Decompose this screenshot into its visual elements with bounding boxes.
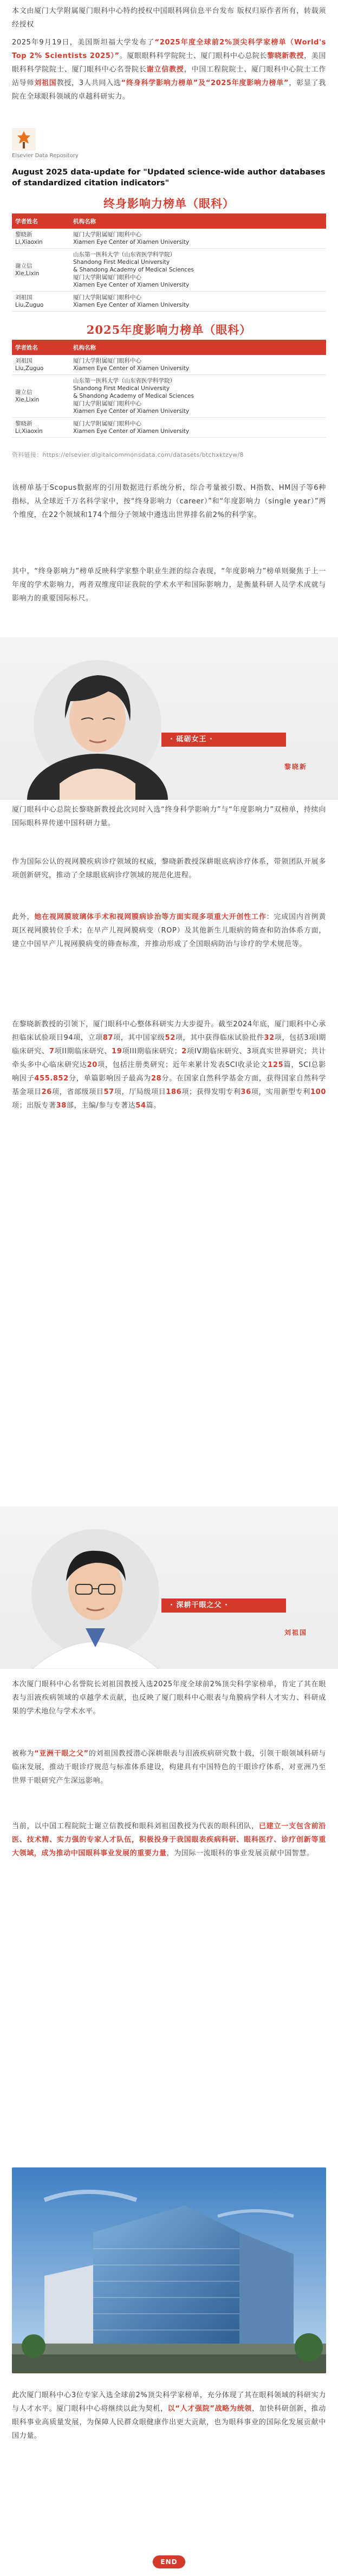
table-row xyxy=(12,292,326,312)
table-row xyxy=(12,229,326,249)
table-row xyxy=(12,418,326,438)
elsevier-caption: Elsevier Data Repository xyxy=(12,153,79,159)
source-link[interactable]: 资料链接：https://elsevier.digitalcommonsdata.com/datasets/btchxktzyw/8 xyxy=(12,451,244,458)
dataset-update-title: August 2025 data-update for "Updated science-wide author databases of standardized citation indicators" xyxy=(12,168,326,187)
scholar-name: 刘祖国 Liu,Zuguo xyxy=(12,292,70,312)
table-row xyxy=(12,375,326,418)
annual-table-title: 2025年度影响力榜单（眼科） xyxy=(86,323,252,336)
institution-name: 厦门大学附属厦门眼科中心 Xiamen Eye Center of Xiamen University xyxy=(70,355,326,375)
profile1-paragraph-3: 此外，她在视网膜玻璃体手术和视网膜病诊治等方面实现多项重大开创性工作：完成国内首例黄斑区视网膜转位手术；在早产儿视网膜病变（ROP）及其他新生儿眼病的筛查和防治体系方面，建立中国早产儿视网膜病变的筛查标准，并推动形成了全国眼病防治与诊疗的学术规范等。 xyxy=(12,913,326,948)
scholar-name: 刘祖国 Liu,Zuguo xyxy=(12,355,70,375)
institution-name: 厦门大学附属厦门眼科中心 Xiamen Eye Center of Xiamen University xyxy=(70,292,326,312)
intro-paragraph: 2025年9月19日，美国斯坦福大学发布了“2025年度全球前2%顶尖科学家榜单（World's Top 2% Scientists 2025）”。厦眼眼科科学院院士、厦门眼科中心总院长黎晓新教授，美国眼科科学院院士、厦门眼科中心名誉院长谢立信教授，中国工程院院士、厦门眼科中心院士工作站导师刘祖国教授，3人共同入选“终身科学影响力榜单”及“2025年度影响力榜单”，彰显了我院在全球眼科领域的卓越科研实力。 xyxy=(12,38,326,101)
institution-name: 厦门大学附属厦门眼科中心 Xiamen Eye Center of Xiamen University xyxy=(70,229,326,249)
profile1-paragraph-4: 在黎晓新教授的引领下，厦门眼科中心整体科研实力大步提升。截至2024年底，厦门眼科中心承担临床试验项目94项，立项87项，其中国家级52项，其中获得临床试验批件32项，包括3项I期临床研究、7项II期临床研究、19项III期临床研究；2项IV期临床研究、3项真实世界研究；共计牵头多中心临床研究达20项，包括注册类研究；近年来累计发表SCI收录论文125篇，SCI总影响因子455.852分，单篇影响因子最高为28分。在国家自然科学基金方面，获得国家自然科学基金项目26项，省部级项目57项，厅局级项目186项；获得发明专利36项，实用新型专利100项；出版专著38部，主编/参与专著达54篇。 xyxy=(12,1020,327,1110)
lifetime-table xyxy=(12,213,326,312)
portrait-illustration xyxy=(0,637,338,800)
elsevier-logo xyxy=(12,128,36,151)
profile-name-tag: 黎晓新 xyxy=(284,763,308,771)
scholar-name: 黎晓新 Li,Xiaoxin xyxy=(12,229,70,249)
profile-banner: · 深耕干眼之父 · xyxy=(161,1598,286,1613)
portrait-illustration xyxy=(0,1506,338,1669)
profile-portrait-li-xiaoxin xyxy=(0,637,338,800)
end-badge: END xyxy=(153,2555,185,2568)
profile2-paragraph-1: 本次厦门眼科中心名誉院长刘祖国教授入选2025年度全球前2%顶尖科学家榜单，肯定了其在眼表与泪液疾病领域的卓越学术贡献，也反映了厦门眼科中心眼表与角膜病学科人才实力、科研成果的学术地位与学术水平。 xyxy=(12,1680,326,1716)
col-header-institution: 机构名称 xyxy=(70,213,326,229)
col-header-name: 学者姓名 xyxy=(12,340,70,355)
methodology-paragraph-2: 其中，“终身影响力”榜单反映科学家整个职业生涯的综合表现，“年度影响力”榜单则聚焦于上一年度的学术影响力，两者双维度印证我院的学术水平和国际影响力，是衡量科研人员学术成就与影响力的重要国际标尺。 xyxy=(12,567,326,603)
scholar-name: 谢立信 Xie,Lixin xyxy=(12,375,70,418)
profile2-paragraph-2: 被称为“亚洲干眼之父”的刘祖国教授潜心深耕眼表与泪液疾病研究数十载，引领干眼领域科研与临床发展，推动干眼诊疗规范与标准体系建设，构建具有中国特色的干眼诊疗体系，对亚洲乃至世界干眼研究产生深远影响。 xyxy=(12,1750,326,1785)
profile1-paragraph-1: 厦门眼科中心总院长黎晓新教授此次同时入选“终身科学影响力”与“年度影响力”双榜单，持续向国际眼科界传递中国科研力量。 xyxy=(12,806,326,827)
closing-paragraph: 此次厦门眼科中心3位专家入选全球前2%顶尖科学家榜单，充分体现了其在眼科领域的科研实力与人才水平。厦门眼科中心将继续以此为契机，以“人才强院”战略为统领，加快科研创新，推动眼科事业高质量发展，为保障人民群众眼健康作出更大贡献，也为眼科事业的国际化发展贡献中国力量。 xyxy=(12,2391,326,2440)
lifetime-table-title: 终身影响力榜单（眼科） xyxy=(103,197,235,210)
annual-table xyxy=(12,340,326,438)
institution-name: 山东第一医科大学（山东省医学科学院） Shandong First Medical University & Shandong Academy of Medical Sciences 厦门大学附属厦门眼科中心 Xiamen Eye Center of Xiamen University xyxy=(70,375,326,418)
profile-portrait-liu-zuguo xyxy=(0,1506,338,1669)
table-row xyxy=(12,355,326,375)
hospital-building-image xyxy=(12,2167,326,2373)
scholar-name: 谢立信 Xie,Lixin xyxy=(12,249,70,292)
col-header-institution: 机构名称 xyxy=(70,340,326,355)
methodology-paragraph-1: 该榜单基于Scopus数据库的引用数据进行系统分析，综合考量被引数、H指数、HM因子等6种指标，从全球近千万名科学家中，按“终身影响力（career）”和“年度影响力（single year）”两个维度，在22个领域和174个细分子领域中遴选出世界排名前2%的科学家。 xyxy=(12,484,326,519)
scholar-name: 黎晓新 Li,Xiaoxin xyxy=(12,418,70,438)
copyright-note: 本文由厦门大学附属厦门眼科中心特约授权中国眼科网信息平台发布 版权归原作者所有，转载须经授权 xyxy=(12,7,326,29)
profile1-paragraph-2: 作为国际公认的视网膜疾病诊疗领域的权威，黎晓新教授深耕眼底病诊疗体系，带领团队开展多项创新研究，推动了全球眼底病诊疗领域的规范化进程。 xyxy=(12,858,326,879)
table-row xyxy=(12,249,326,292)
institution-name: 厦门大学附属厦门眼科中心 Xiamen Eye Center of Xiamen University xyxy=(70,418,326,438)
profile-banner: · 砥砺女王 · xyxy=(161,733,286,747)
profile-name-tag: 刘祖国 xyxy=(284,1629,308,1636)
col-header-name: 学者姓名 xyxy=(12,213,70,229)
profile2-paragraph-3: 当前，以中国工程院院士谢立信教授和眼科刘祖国教授为代表的眼科团队，已建立一支包含前沿医、技术精、实力强的专家人才队伍，积极投身于我国眼表疾病科研、眼科医疗、诊疗创新等重大领域，成为推动中国眼科事业发展的重要力量，为国际一流眼科的事业发展贡献中国智慧。 xyxy=(12,1822,326,1857)
institution-name: 山东第一医科大学（山东省医学科学院） Shandong First Medical University & Shandong Academy of Medical Sciences 厦门大学附属厦门眼科中心 Xiamen Eye Center of Xiamen University xyxy=(70,249,326,292)
